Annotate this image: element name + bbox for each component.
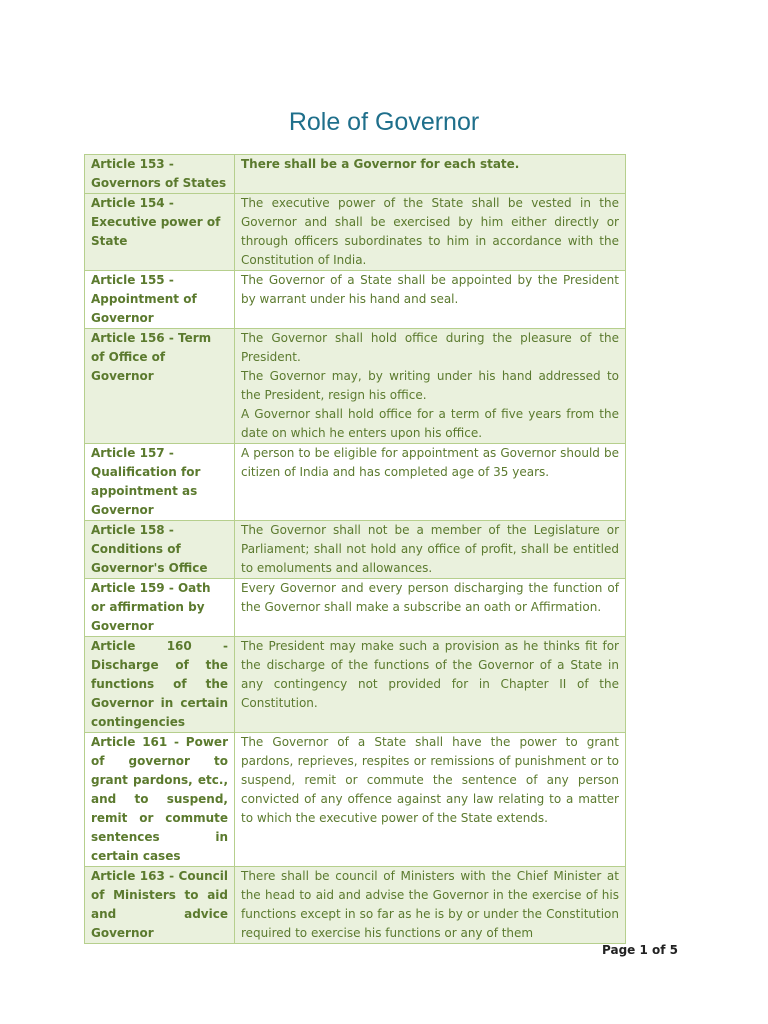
article-description — [235, 637, 626, 733]
articles-table — [84, 154, 626, 944]
article-description — [235, 271, 626, 329]
table-row — [85, 867, 626, 944]
document-title: Role of Governor — [288, 108, 480, 136]
description-line: The Governor shall hold office during the pleasure of the President. — [241, 331, 619, 364]
article-description — [235, 733, 626, 867]
article-heading: Article 155 - Appointment of Governor — [85, 271, 235, 329]
article-description — [235, 194, 626, 271]
table-row — [85, 579, 626, 637]
table-row — [85, 733, 626, 867]
table-row — [85, 155, 626, 194]
table-row — [85, 329, 626, 444]
article-description — [235, 444, 626, 521]
description-line: A Governor shall hold office for a term of five years from the date on which he enters upon his office. — [241, 407, 619, 440]
article-description — [235, 329, 626, 444]
description-line: There shall be council of Ministers with the Chief Minister at the head to aid and advise the Governor in the exercise of his functions except in so far as he is by or under the Constitution required to exercise his functions or any of them — [241, 869, 619, 940]
article-heading: Article 154 - Executive power of State — [85, 194, 235, 271]
article-heading: Article 153 - Governors of States — [85, 155, 235, 194]
article-description — [235, 155, 626, 194]
article-heading: Article 161 - Power of governor to grant pardons, etc., and to suspend, remit or commute sentences in certain cases — [85, 733, 235, 867]
page-number: Page 1 of 5 — [602, 943, 678, 957]
table-row — [85, 521, 626, 579]
description-line: A person to be eligible for appointment as Governor should be citizen of India and has completed age of 35 years. — [241, 446, 619, 479]
table-row — [85, 271, 626, 329]
article-heading: Article 157 - Qualification for appointment as Governor — [85, 444, 235, 521]
table-row — [85, 194, 626, 271]
table-row — [85, 444, 626, 521]
article-description — [235, 579, 626, 637]
articles-table-body — [85, 155, 626, 944]
article-heading: Article 158 - Conditions of Governor's Office — [85, 521, 235, 579]
description-line: The Governor shall not be a member of the Legislature or Parliament; shall not hold any office of profit, shall be entitled to emoluments and allowances. — [241, 523, 619, 575]
article-heading: Article 156 - Term of Office of Governor — [85, 329, 235, 444]
table-row — [85, 637, 626, 733]
description-line: The Governor of a State shall be appointed by the President by warrant under his hand and seal. — [241, 273, 619, 306]
description-line: The President may make such a provision as he thinks fit for the discharge of the functions of the Governor of a State in any contingency not provided for in Chapter II of the Constitution. — [241, 639, 619, 710]
description-line: There shall be a Governor for each state. — [241, 157, 520, 171]
description-line: Every Governor and every person discharging the function of the Governor shall make a subscribe an oath or Affirmation. — [241, 581, 619, 614]
article-description — [235, 521, 626, 579]
description-line: The executive power of the State shall be vested in the Governor and shall be exercised by him either directly or through officers subordinates to him in accordance with the Constitution of India. — [241, 196, 619, 267]
article-heading: Article 159 - Oath or affirmation by Governor — [85, 579, 235, 637]
article-heading: Article 160 - Discharge of the functions of the Governor in certain contingencies — [85, 637, 235, 733]
description-line: The Governor of a State shall have the power to grant pardons, reprieves, respites or remissions of punishment or to suspend, remit or commute the sentence of any person convicted of any offence against any law relating to a matter to which the executive power of the State extends. — [241, 735, 619, 825]
article-description — [235, 867, 626, 944]
article-heading: Article 163 - Council of Ministers to aid and advice Governor — [85, 867, 235, 944]
description-line: The Governor may, by writing under his hand addressed to the President, resign his office. — [241, 369, 619, 402]
